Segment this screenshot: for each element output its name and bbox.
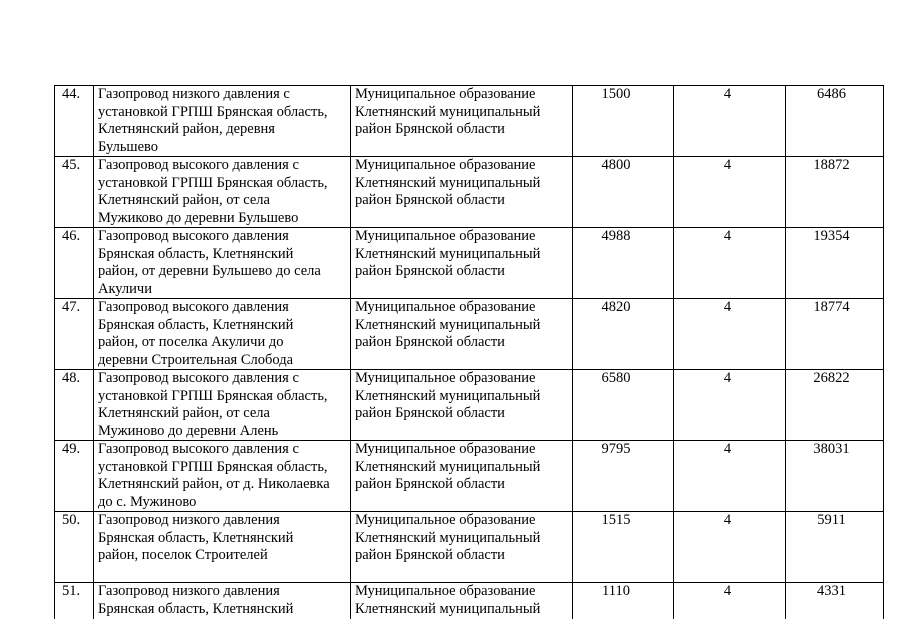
length-value: 1110 (573, 583, 674, 620)
object-name-line: Клетнянский район, от села (98, 192, 270, 208)
owner-name-line: Муниципальное образование (355, 157, 536, 173)
capacity-value: 18774 (786, 299, 884, 370)
owner-name-line: Клетнянский муниципальный (355, 245, 541, 262)
owner-name-line: Клетнянский муниципальный (355, 387, 541, 404)
length-value: 1515 (573, 512, 674, 583)
capacity-value: 19354 (786, 228, 884, 299)
class-value: 4 (674, 228, 786, 299)
table-row (55, 157, 884, 228)
object-name (94, 299, 351, 370)
owner-name (351, 157, 573, 228)
owner-name-line: Клетнянский муниципальный (355, 103, 541, 120)
capacity-value: 18872 (786, 157, 884, 228)
owner-name-line: район Брянской области (355, 192, 505, 208)
owner-name-line: Муниципальное образование (355, 370, 536, 386)
object-name-line: Клетнянский район, деревня (98, 121, 275, 137)
object-name-line: Газопровод высокого давления (98, 228, 289, 244)
capacity-value: 6486 (786, 86, 884, 157)
object-name-line: установкой ГРПШ Брянская область, (98, 387, 328, 404)
table-row (55, 228, 884, 299)
owner-name-line: Клетнянский муниципальный (355, 316, 541, 333)
object-name-line: Брянская область, Клетнянский (98, 316, 294, 333)
owner-name (351, 512, 573, 583)
object-name-line: до с. Мужиново (98, 493, 197, 510)
owner-name (351, 370, 573, 441)
object-name-line: Клетнянский район, от села (98, 405, 270, 421)
owner-name (351, 441, 573, 512)
table-row (55, 512, 884, 583)
row-number: 47. (55, 299, 94, 370)
owner-name-line: Клетнянский муниципальный (355, 600, 541, 617)
object-name-line: Брянская область, Клетнянский (98, 245, 294, 262)
owner-name-line: Муниципальное образование (355, 228, 536, 244)
capacity-value: 26822 (786, 370, 884, 441)
owner-name-line: Клетнянский муниципальный (355, 458, 541, 475)
row-number: 45. (55, 157, 94, 228)
class-value: 4 (674, 441, 786, 512)
gas-pipeline-table (54, 85, 884, 619)
row-number: 48. (55, 370, 94, 441)
owner-name (351, 86, 573, 157)
object-name-line: Акуличи (98, 280, 152, 297)
row-number: 50. (55, 512, 94, 583)
object-name-line: район, от деревни Бульшево до села (98, 263, 321, 279)
object-name (94, 512, 351, 583)
capacity-value: 5911 (786, 512, 884, 583)
table-body (55, 86, 884, 620)
object-name (94, 583, 351, 620)
class-value: 4 (674, 583, 786, 620)
object-name-line: Бульшево (98, 138, 159, 155)
row-number: 51. (55, 583, 94, 620)
object-name-line: установкой ГРПШ Брянская область, (98, 174, 328, 191)
owner-name-line: район Брянской области (355, 334, 505, 350)
object-name (94, 370, 351, 441)
row-number: 49. (55, 441, 94, 512)
owner-name-line: Муниципальное образование (355, 583, 536, 599)
class-value: 4 (674, 299, 786, 370)
document-page (54, 85, 883, 619)
object-name-line: Газопровод высокого давления с (98, 441, 299, 457)
object-name-line: Мужиково до деревни Бульшево (98, 209, 299, 226)
owner-name-line: район Брянской области (355, 121, 505, 137)
object-name-line: район, поселок Строителей (98, 547, 268, 563)
length-value: 4988 (573, 228, 674, 299)
owner-name-line: Муниципальное образование (355, 441, 536, 457)
table-row (55, 441, 884, 512)
owner-name-line: Клетнянский муниципальный (355, 174, 541, 191)
object-name-line: установкой ГРПШ Брянская область, (98, 458, 328, 475)
owner-name-line: район Брянской области (355, 476, 505, 492)
row-number: 44. (55, 86, 94, 157)
owner-name (351, 228, 573, 299)
table-row (55, 583, 884, 620)
object-name-line: Газопровод высокого давления с (98, 370, 299, 386)
object-name-line: Газопровод высокого давления (98, 299, 289, 315)
class-value: 4 (674, 370, 786, 441)
length-value: 1500 (573, 86, 674, 157)
object-name (94, 86, 351, 157)
object-name-line: Брянская область, Клетнянский (98, 529, 294, 546)
object-name-line: Клетнянский район, от д. Николаевка (98, 476, 330, 492)
capacity-value: 38031 (786, 441, 884, 512)
table-row (55, 299, 884, 370)
object-name-line: Брянская область, Клетнянский (98, 600, 294, 617)
length-value: 4820 (573, 299, 674, 370)
object-name (94, 228, 351, 299)
object-name-line: Газопровод низкого давления с (98, 86, 290, 102)
owner-name-line: Муниципальное образование (355, 512, 536, 528)
length-value: 6580 (573, 370, 674, 441)
object-name-line: Газопровод высокого давления с (98, 157, 299, 173)
object-name-line: Мужиново до деревни Алень (98, 422, 279, 439)
owner-name (351, 299, 573, 370)
row-number: 46. (55, 228, 94, 299)
owner-name-line: Клетнянский муниципальный (355, 529, 541, 546)
object-name-line: деревни Строительная Слобода (98, 351, 294, 368)
owner-name-line: Муниципальное образование (355, 299, 536, 315)
object-name-line: район, от поселка Акуличи до (98, 334, 284, 350)
class-value: 4 (674, 157, 786, 228)
owner-name-line: район Брянской области (355, 547, 505, 563)
length-value: 4800 (573, 157, 674, 228)
owner-name-line: район Брянской области (355, 263, 505, 279)
object-name-line: Газопровод низкого давления (98, 583, 280, 599)
capacity-value: 4331 (786, 583, 884, 620)
table-row (55, 370, 884, 441)
object-name-line: Газопровод низкого давления (98, 512, 280, 528)
owner-name-line: Муниципальное образование (355, 86, 536, 102)
object-name (94, 441, 351, 512)
owner-name-line: район Брянской области (355, 405, 505, 421)
owner-name (351, 583, 573, 620)
table-row (55, 86, 884, 157)
object-name (94, 157, 351, 228)
class-value: 4 (674, 512, 786, 583)
object-name-line: установкой ГРПШ Брянская область, (98, 103, 328, 120)
class-value: 4 (674, 86, 786, 157)
length-value: 9795 (573, 441, 674, 512)
